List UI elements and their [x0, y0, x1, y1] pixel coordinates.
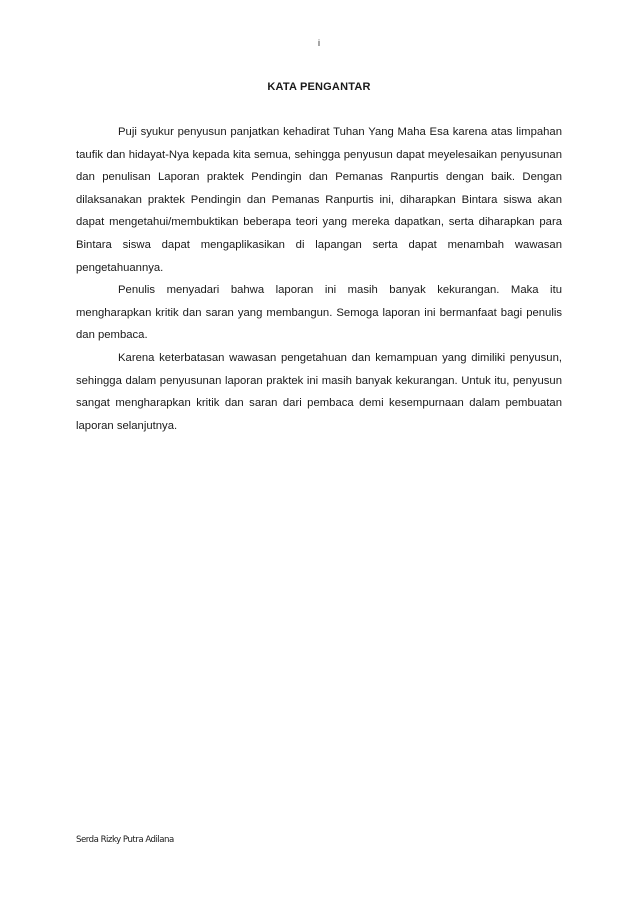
paragraph-1: Puji syukur penyusun panjatkan kehadirat Tuhan Yang Maha Esa karena atas limpahan taufik dan hidayat-Nya kepada kita semua, sehingga penyusun dapat meyelesaikan penyusunan dan penulisan Laporan praktek Pendingin dan Pemanas Ranpurtis dengan baik. Dengan dilaksanakan praktek Pendingin dan Pemanas Ranpurtis ini, diharapkan Bintara siswa akan dapat mengetahui/membuktikan beberapa teori yang mereka dapatkan, serta diharapkan para Bintara siswa dapat mengaplikasikan di lapangan serta dapat menambah wawasan pengetahuannya. [76, 126, 562, 274]
paragraph-2: Penulis menyadari bahwa laporan ini masih banyak kekurangan. Maka itu mengharapkan kritik dan saran yang membangun. Semoga laporan ini bermanfaat bagi penulis dan pembaca. [76, 284, 562, 342]
body-text [76, 121, 562, 437]
page-number: i [318, 38, 320, 48]
page-title: KATA PENGANTAR [267, 81, 371, 93]
paragraph-3: Karena keterbatasan wawasan pengetahuan dan kemampuan yang dimiliki penyusun, sehingga dalam penyusunan laporan praktek ini masih banyak kekurangan. Untuk itu, penyusun sangat mengharapkan kritik dan saran dari pembaca demi kesempurnaan dalam pembuatan laporan selanjutnya. [76, 351, 562, 432]
footer-author: Serda Rizky Putra Adilana [76, 835, 174, 845]
